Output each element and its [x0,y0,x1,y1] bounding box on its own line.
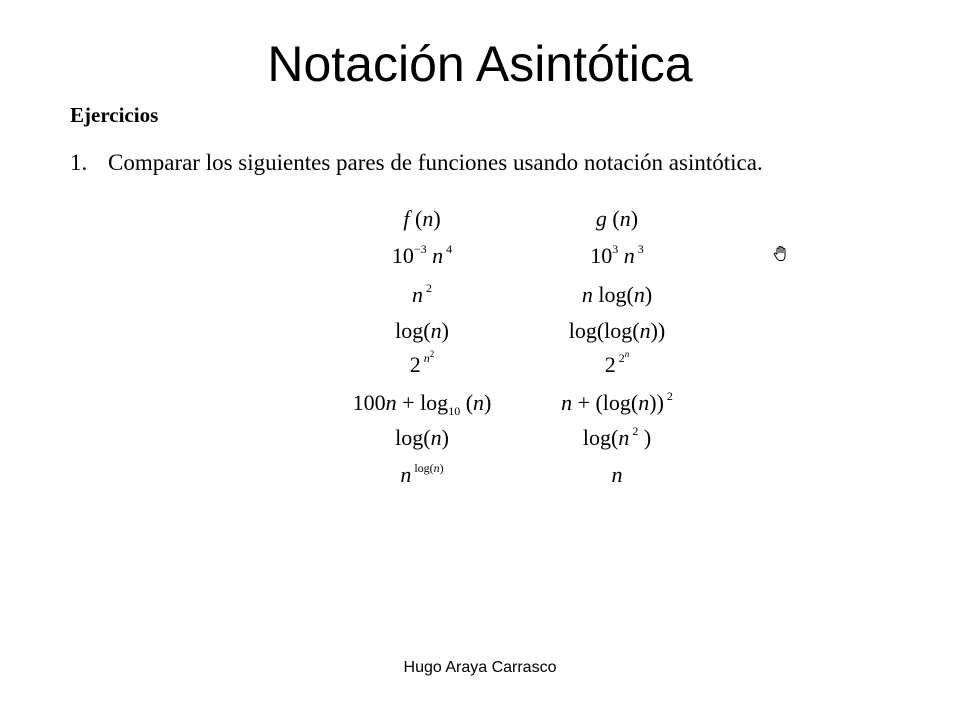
exercise-number: 1. [70,150,88,175]
row-3-f: log(n) [395,318,449,343]
row-4-g: 2 $^{2^n}$ [604,349,630,377]
row-7-f: n $^{log(n)}$ [400,461,444,487]
header-g: g (n) [595,206,639,231]
exercise-statement [70,149,763,177]
section-heading: Ejercicios [70,103,159,127]
row-3-g: log(log(n)) [568,318,666,343]
header-f: f (n) [403,206,441,231]
row-5-g: n + (log(n)) $^2$ [561,389,673,415]
footer-author: Hugo Araya Carrasco [403,659,557,676]
row-7-g: n [611,462,623,487]
slide-title: Notación Asintótica [267,36,693,92]
exercise-text: Comparar los siguientes pares de funciones usando notación asintótica. [108,150,763,175]
row-6-f: log(n) [395,425,449,450]
row-4-f: 2 $^{n^2}$ [409,349,435,377]
row-1-f: $10^{-3}$ n $^4$ [391,242,453,268]
row-1-g: $10^3$ n $^3$ [590,242,644,268]
row-2-f: n $^2$ [412,281,432,307]
row-6-g: log(n $^2$ ) [582,424,652,450]
hand-pointer-icon [773,245,791,263]
row-5-f: $100n + \log_{10} (n)$ [352,390,492,418]
row-2-g: n log(n) [581,282,653,307]
